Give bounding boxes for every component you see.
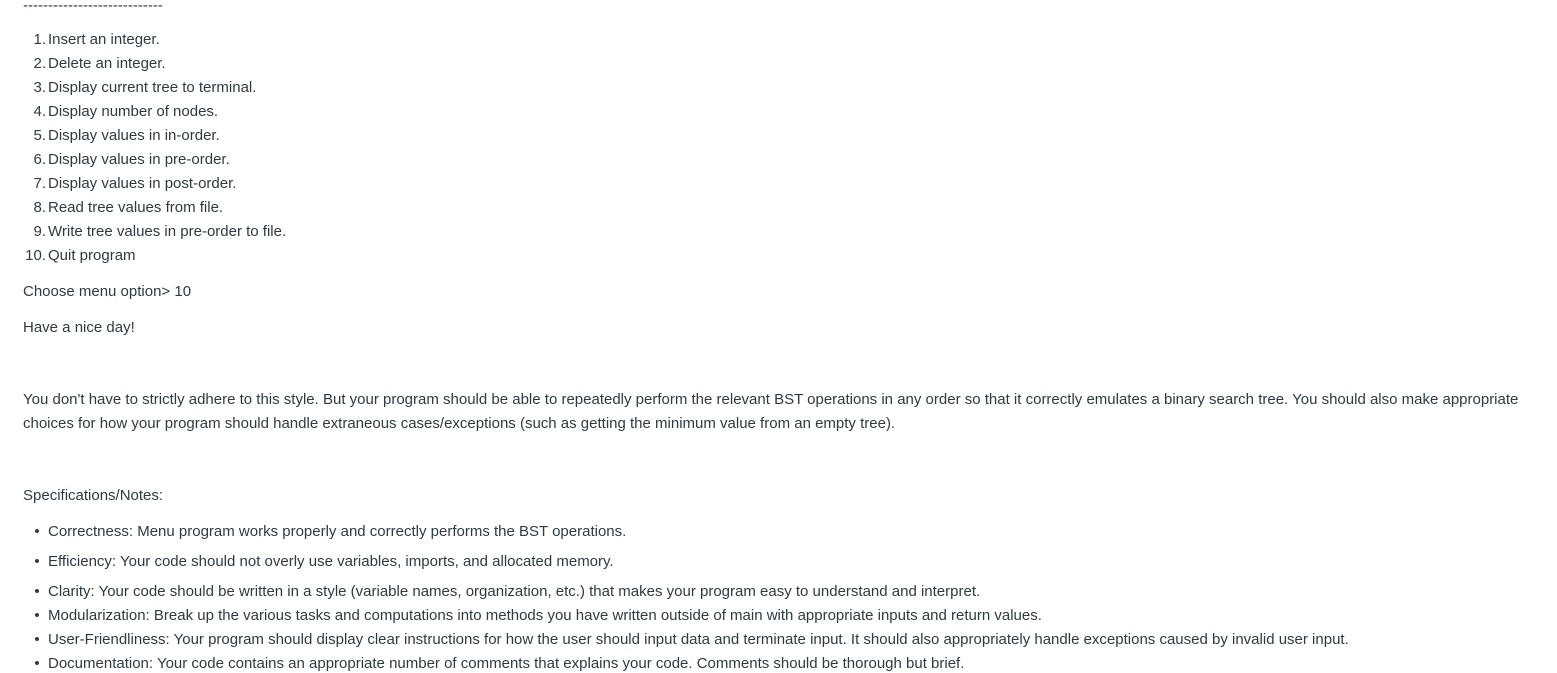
menu-option-number: 6. — [33, 151, 46, 168]
style-note-paragraph: You don't have to strictly adhere to this style. But your program should be able to repeatedly perform the relevant BST operations in any order so that it correctly emulates a binary search tree. You should also make appropriate choices for how your program should handle extraneous cases/exceptions (such as getting the minimum value from an empty tree). — [23, 391, 1519, 432]
menu-option-item — [0, 172, 286, 196]
spec-list-item — [0, 604, 1349, 628]
bullet-icon: • — [34, 523, 40, 540]
menu-option-label: Insert an integer. — [48, 31, 160, 48]
spec-text: User-Friendliness: Your program should display clear instructions for how the user should input data and terminate input. It should also appropriately handle exceptions caused by invalid user input. — [48, 631, 1349, 648]
menu-option-label: Display number of nodes. — [48, 103, 219, 120]
spec-list-item — [0, 580, 1349, 604]
menu-option-item — [0, 76, 286, 100]
menu-option-label: Display current tree to terminal. — [48, 79, 257, 96]
menu-option-number: 8. — [33, 199, 46, 216]
menu-option-item — [0, 52, 286, 76]
menu-option-label: Delete an integer. — [48, 55, 166, 72]
menu-option-item — [0, 28, 286, 52]
menu-option-item — [0, 220, 286, 244]
menu-option-number: 10. — [25, 247, 46, 264]
menu-option-number: 1. — [33, 31, 46, 48]
specifications-list — [0, 520, 1349, 673]
spec-list-item — [0, 520, 1349, 544]
spec-list-item — [0, 628, 1349, 652]
spec-list-item — [0, 550, 1349, 574]
menu-option-label: Write tree values in pre-order to file. — [48, 223, 287, 240]
spec-list-item — [0, 652, 1349, 673]
menu-option-item — [0, 196, 286, 220]
specifications-heading: Specifications/Notes: — [23, 487, 164, 504]
menu-option-number: 2. — [33, 55, 46, 72]
bullet-icon: • — [34, 655, 40, 672]
menu-prompt: Choose menu option> 10 — [23, 283, 192, 300]
menu-option-number: 4. — [33, 103, 46, 120]
spec-text: Correctness: Menu program works properly and correctly performs the BST operations. — [48, 523, 627, 540]
menu-option-number: 7. — [33, 175, 46, 192]
spec-text: Clarity: Your code should be written in a style (variable names, organization, etc.) that makes your program easy to understand and interpret. — [48, 583, 981, 600]
menu-option-number: 9. — [33, 223, 46, 240]
menu-option-label: Display values in in-order. — [48, 127, 220, 144]
menu-option-item — [0, 244, 286, 268]
bullet-icon: • — [34, 583, 40, 600]
menu-options-list — [0, 28, 286, 268]
menu-option-number: 3. — [33, 79, 46, 96]
menu-option-number: 5. — [33, 127, 46, 144]
bullet-icon: • — [34, 553, 40, 570]
bullet-icon: • — [34, 631, 40, 648]
spec-text: Modularization: Break up the various tasks and computations into methods you have written outside of main with appropriate inputs and return values. — [48, 607, 1042, 624]
menu-option-label: Read tree values from file. — [48, 199, 224, 216]
farewell-message: Have a nice day! — [23, 319, 135, 336]
spec-text: Documentation: Your code contains an appropriate number of comments that explains your code. Comments should be thorough but brief. — [48, 655, 965, 672]
bullet-icon: • — [34, 607, 40, 624]
menu-option-item — [0, 148, 286, 172]
menu-option-label: Display values in post-order. — [48, 175, 237, 192]
menu-option-label: Quit program — [48, 247, 136, 264]
menu-option-label: Display values in pre-order. — [48, 151, 230, 168]
dashed-divider: ---------------------------- — [23, 0, 163, 12]
menu-option-item — [0, 124, 286, 148]
menu-option-item — [0, 100, 286, 124]
spec-text: Efficiency: Your code should not overly use variables, imports, and allocated memory. — [48, 553, 614, 570]
